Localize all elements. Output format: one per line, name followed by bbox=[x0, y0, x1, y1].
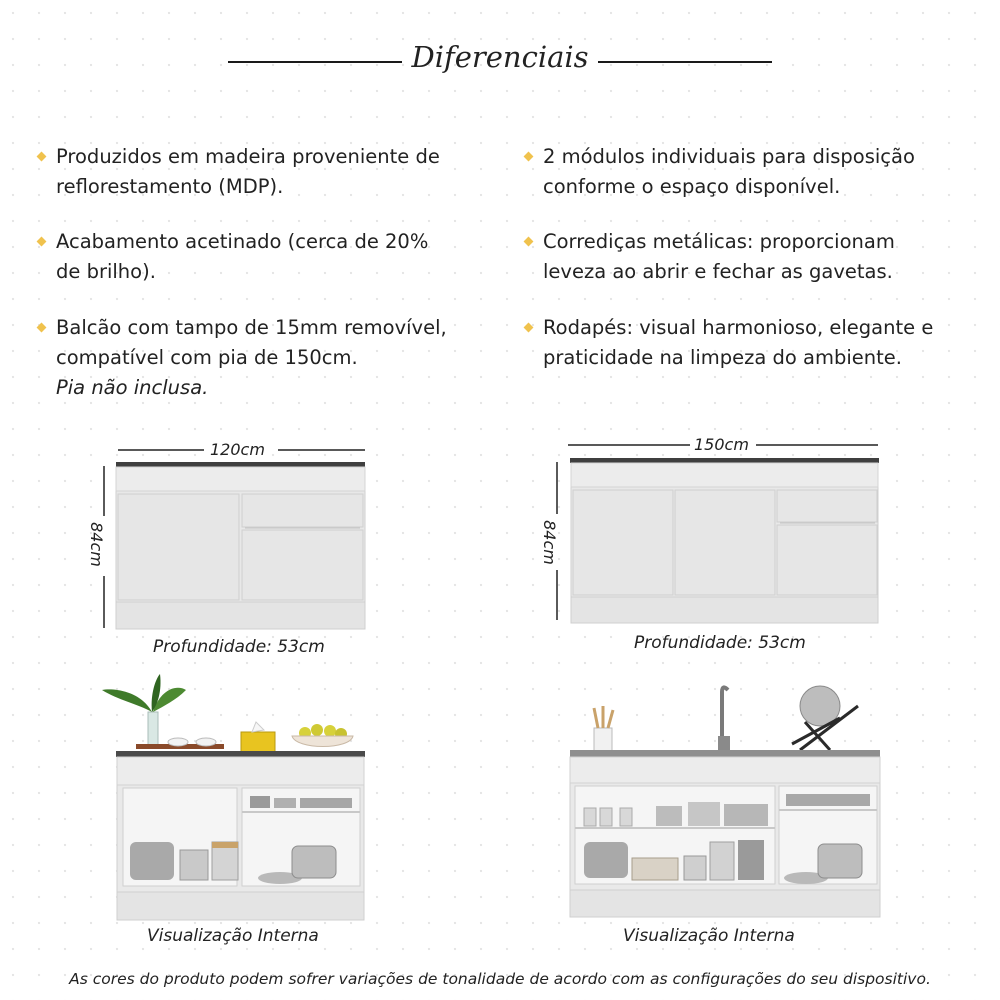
feature-text: leveza ao abrir e fechar as gavetas. bbox=[543, 260, 893, 283]
diamond-bullet-icon bbox=[524, 152, 534, 162]
tray-cups-icon bbox=[136, 738, 224, 749]
color-disclaimer: As cores do produto podem sofrer variações de tonalidade de acordo com as configurações do seu dispositivo. bbox=[69, 970, 931, 988]
feature-text: 2 módulos individuais para disposição bbox=[543, 145, 915, 168]
diamond-bullet-icon bbox=[524, 237, 534, 247]
width-label: 120cm bbox=[210, 440, 265, 459]
page-title: Diferenciais bbox=[411, 40, 589, 74]
interior-caption: Visualização Interna bbox=[623, 926, 795, 946]
title-divider-right bbox=[598, 61, 772, 63]
diamond-bullet-icon bbox=[37, 237, 47, 247]
diamond-bullet-icon bbox=[37, 323, 47, 333]
feature-item bbox=[56, 142, 440, 202]
feature-item bbox=[543, 142, 915, 202]
tissue-box-icon bbox=[241, 722, 275, 754]
section-title bbox=[0, 40, 1000, 80]
interior-caption: Visualização Interna bbox=[147, 926, 319, 946]
feature-text: Balcão com tampo de 15mm removível, bbox=[56, 316, 447, 339]
width-label: 150cm bbox=[694, 435, 749, 454]
plant-vase-icon bbox=[102, 674, 186, 746]
feature-text: Rodapés: visual harmonioso, elegante e bbox=[543, 316, 934, 339]
feature-text: praticidade na limpeza do ambiente. bbox=[543, 346, 902, 369]
depth-label: Profundidade: 53cm bbox=[634, 633, 806, 653]
feature-text: Produzidos em madeira proveniente de bbox=[56, 145, 440, 168]
feature-text: de brilho). bbox=[56, 260, 156, 283]
feature-note: Pia não inclusa. bbox=[56, 376, 209, 399]
feature-text: compatível com pia de 150cm. bbox=[56, 346, 358, 369]
height-label: 84cm bbox=[86, 522, 106, 567]
depth-label: Profundidade: 53cm bbox=[153, 637, 325, 657]
diamond-bullet-icon bbox=[524, 323, 534, 333]
feature-text: Acabamento acetinado (cerca de 20% bbox=[56, 230, 429, 253]
dish-rack-icon bbox=[792, 686, 858, 750]
diamond-bullet-icon bbox=[37, 152, 47, 162]
faucet-icon bbox=[718, 687, 730, 750]
feature-text: Corrediças metálicas: proporcionam bbox=[543, 230, 895, 253]
height-label: 84cm bbox=[539, 520, 559, 565]
feature-item bbox=[543, 227, 895, 287]
utensil-holder-icon bbox=[594, 706, 613, 752]
feature-item bbox=[56, 313, 447, 403]
feature-text: reflorestamento (MDP). bbox=[56, 175, 284, 198]
feature-text: conforme o espaço disponível. bbox=[543, 175, 841, 198]
feature-item bbox=[56, 227, 428, 287]
fruit-bowl-icon bbox=[292, 724, 353, 747]
feature-item bbox=[543, 313, 933, 373]
